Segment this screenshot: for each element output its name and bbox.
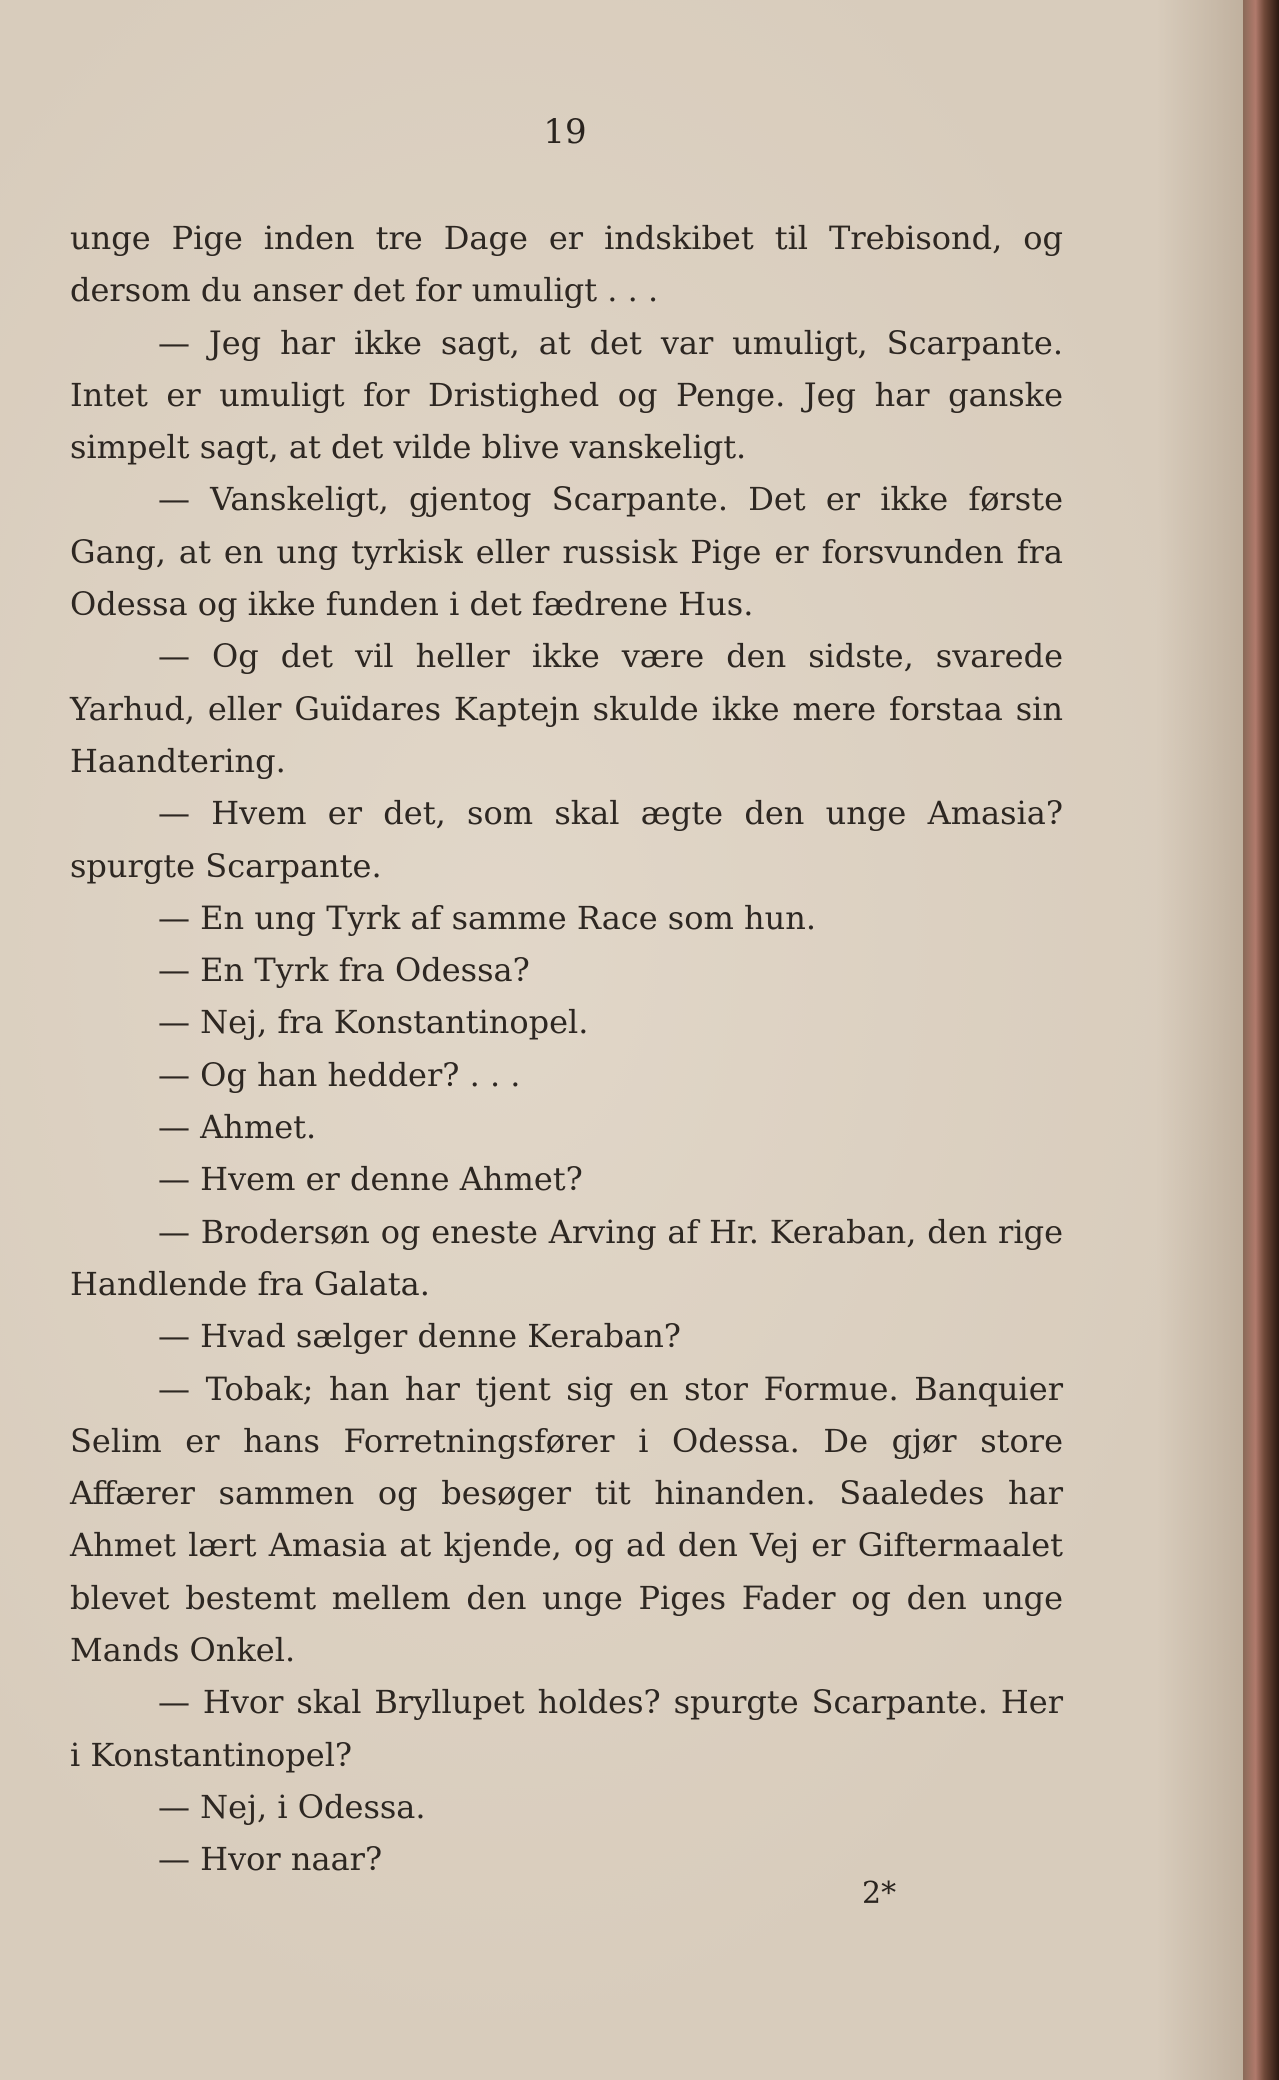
paragraph: — Ahmet.	[158, 1108, 317, 1147]
paragraph: — Nej, i Odessa.	[158, 1787, 426, 1826]
signature-mark: 2*	[862, 1876, 897, 1911]
paragraph: — Hvad sælger denne Keraban?	[158, 1317, 681, 1356]
paragraph: — Og det vil heller ikke være den sidste, svarede Yarhud, eller Guïdares Kaptejn skulde ikke mere forstaa sin Haandtering.	[70, 637, 1063, 780]
page-number: 19	[543, 112, 587, 152]
paragraph: — En ung Tyrk af samme Race som hun.	[158, 898, 816, 937]
body-text	[70, 212, 1063, 1886]
paragraph: — En Tyrk fra Odessa?	[158, 951, 530, 990]
paragraph: — Og han hedder? . . .	[158, 1055, 521, 1094]
paragraph: — Hvem er denne Ahmet?	[158, 1160, 583, 1199]
paragraph: — Hvem er det, som skal ægte den unge Amasia? spurgte Scarpante.	[70, 794, 1063, 885]
paragraph: — Tobak; han har tjent sig en stor Formue. Banquier Selim er hans Forretningsfører i Odessa. De gjør store Affærer sammen og besøger tit hinanden. Saaledes har Ahmet lært Amasia at kjende, og ad den Vej er Giftermaalet blevet bestemt mellem den unge Piges Fader og den unge Mands Onkel.	[70, 1369, 1063, 1670]
book-edge	[1243, 0, 1279, 2080]
paragraph: — Brodersøn og eneste Arving af Hr. Keraban, den rige Handlende fra Galata.	[70, 1212, 1063, 1303]
paragraph: — Nej, fra Konstantinopel.	[158, 1003, 589, 1042]
paragraph: — Hvor skal Bryllupet holdes? spurgte Scarpante. Her i Konstantinopel?	[70, 1683, 1063, 1774]
paragraph: unge Pige inden tre Dage er indskibet til Trebisond, og dersom du anser det for umuligt . . .	[70, 219, 1063, 310]
paragraph: — Hvor naar?	[158, 1840, 383, 1879]
paragraph: — Jeg har ikke sagt, at det var umuligt, Scarpante. Intet er umuligt for Dristighed og Penge. Jeg har ganske simpelt sagt, at det vilde blive vanskeligt.	[70, 323, 1063, 467]
paragraph: — Vanskeligt, gjentog Scarpante. Det er ikke første Gang, at en ung tyrkisk eller russisk Pige er forsvunden fra Odessa og ikke funden i det fædrene Hus.	[70, 480, 1063, 624]
